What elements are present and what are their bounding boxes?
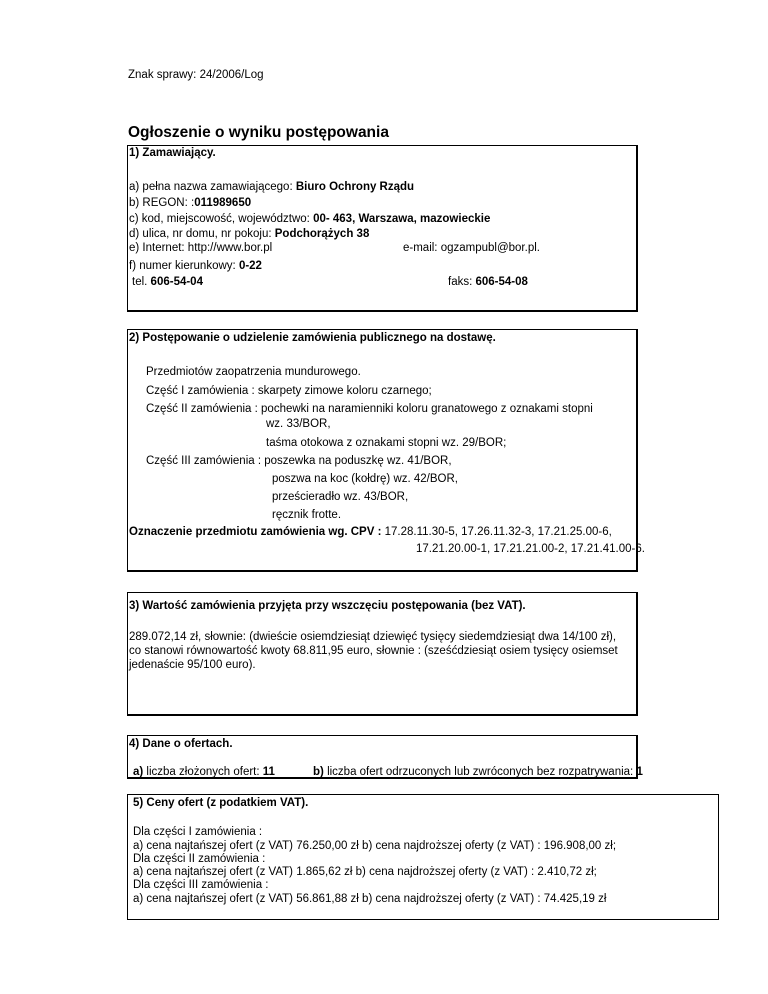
s4-b-value: 1 [636,766,643,778]
s1-name-value: Biuro Ochrony Rządu [295,181,415,193]
s1-fax [448,276,528,288]
s1-tel [132,276,203,288]
s2-cpv-label: Oznaczenie przedmiotu zamówienia wg. CPV : [129,526,385,538]
section-4-heading: 4) Dane o ofertach. [129,738,233,750]
s3-line-1: 289.072,14 zł, słownie: (dwieście osiemdziesiąt dziewięć tysięcy siedemdziesiąt dwa 14/100 zł), [129,631,617,643]
s2-part-2-line-3: taśma otokowa z oznakami stopni wz. 29/BOR; [266,437,507,449]
section-2-heading: 2) Postępowanie o udzielenie zamówienia publicznego na dostawę. [129,332,496,344]
s1-name-label: a) pełna nazwa zamawiającego: [129,181,296,193]
section-3-heading: 3) Wartość zamówienia przyjęta przy wszczęciu postępowania (bez VAT). [129,600,526,612]
s1-address-value: 00- 463, Warszawa, mazowieckie [313,213,491,225]
s1-street [129,228,369,240]
s1-street-value: Podchorążych 38 [274,228,370,240]
s4-b-label: liczba ofert odrzuconych lub zwróconych bez rozpatrywania: [327,766,637,778]
s3-line-2: co stanowi równowartość kwoty 68.811,95 euro, słownie : (sześćdziesiąt osiem tysięcy osiemset [129,645,618,657]
s4-a-prefix: a) [133,766,147,778]
s1-fax-value: 606-54-08 [475,276,528,288]
s1-area-code [129,260,262,272]
s5-part-2-heading: Dla części II zamówienia : [133,853,266,865]
page-title: Ogłoszenie o wyniku postępowania [128,124,389,141]
s4-b-prefix: b) [313,766,328,778]
s5-part-1-prices: a) cena najtańszej ofert (z VAT) 76.250,00 zł b) cena najdroższej oferty (z VAT) : 196.908,00 zł; [133,840,617,852]
s2-cpv-line-2: 17.21.20.00-1, 17.21.21.00-2, 17.21.41.00-6. [416,543,645,555]
section-1-heading: 1) Zamawiający. [129,147,216,159]
s2-part-1: Część I zamówienia : skarpety zimowe koloru czarnego; [146,385,432,397]
s2-cpv-line-1: 17.28.11.30-5, 17.26.11.32-3, 17.21.25.00-6, [384,526,612,538]
s5-part-2-prices: a) cena najtańszej ofert (z VAT) 1.865,62 zł b) cena najdroższej oferty (z VAT) : 2.410,72 zł; [133,866,597,878]
s2-part-2-line-1: Część II zamówienia : pochewki na naramienniki koloru granatowego z oznakami stopni [146,403,593,415]
case-reference: Znak sprawy: 24/2006/Log [128,69,264,81]
s4-a-value: 11 [262,766,275,778]
s1-fax-label: faks: [448,276,476,288]
s4-a-label: liczba złożonych ofert: [146,766,263,778]
s2-cpv [129,526,612,538]
s1-address [129,213,490,225]
s1-regon-label: b) REGON: : [129,197,195,209]
s1-area-code-label: f) numer kierunkowy: [129,260,239,272]
s1-street-label: d) ulica, nr domu, nr pokoju: [129,228,275,240]
s1-regon [129,197,251,209]
section-5-heading: 5) Ceny ofert (z podatkiem VAT). [133,797,309,809]
s4-offers-rejected [313,766,643,778]
s2-subject: Przedmiotów zaopatrzenia mundurowego. [146,366,361,378]
s3-line-3: jedenaście 95/100 euro). [129,659,256,671]
s1-tel-label: tel. [132,276,151,288]
s2-part-3-line-1: Część III zamówienia : poszewka na poduszkę wz. 41/BOR, [146,455,452,467]
s5-part-3-heading: Dla części III zamówienia : [133,879,269,891]
s2-part-3-line-2: poszwa na koc (kołdrę) wz. 42/BOR, [272,473,458,485]
s1-address-label: c) kod, miejscowość, województwo: [129,213,314,225]
s1-regon-value: 011989650 [194,197,252,209]
s2-part-3-line-3: prześcieradło wz. 43/BOR, [272,491,409,503]
s1-area-code-value: 0-22 [238,260,262,272]
s2-part-2-line-2: wz. 33/BOR, [266,418,331,430]
s1-tel-value: 606-54-04 [150,276,203,288]
s5-part-1-heading: Dla części I zamówienia : [133,826,263,838]
s2-part-3-line-4: ręcznik frotte. [272,509,342,521]
s4-offers-submitted [133,766,275,778]
s1-name [129,181,414,193]
s1-email: e-mail: ogzampubl@bor.pl. [403,242,540,254]
s1-internet: e) Internet: http://www.bor.pl [129,242,273,254]
s5-part-3-prices: a) cena najtańszej ofert (z VAT) 56.861,88 zł b) cena najdroższej oferty (z VAT) : 74.425,19 zł [133,893,607,905]
